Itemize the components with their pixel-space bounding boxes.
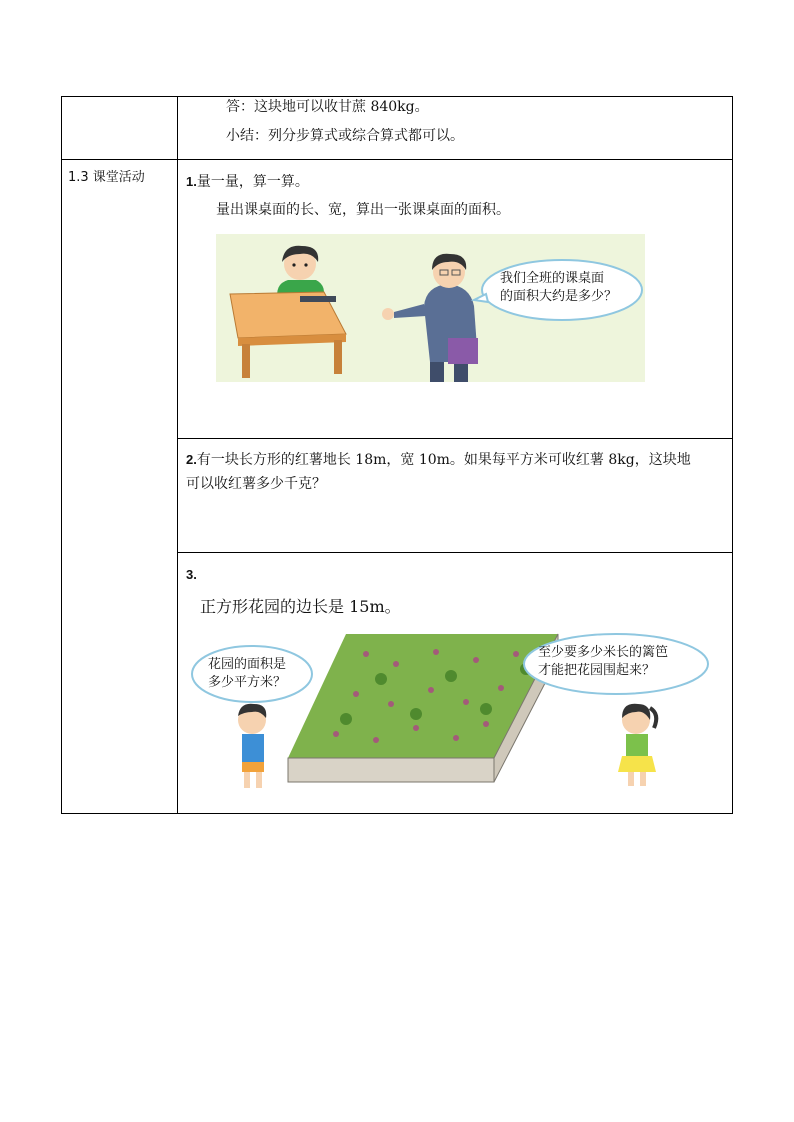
task3-cell <box>178 553 733 814</box>
speech-line: 花园的面积是 <box>208 657 287 672</box>
boy-speech-text <box>208 656 286 692</box>
speech-line: 至少要多少米长的篱笆 <box>538 645 669 660</box>
answer-text: 答：这块地可以收甘蔗 840kg。 <box>226 99 429 115</box>
classroom-illustration <box>216 234 645 382</box>
task1-heading <box>186 171 732 193</box>
square-garden <box>288 634 558 782</box>
section-label: 1.3 课堂活动 <box>68 170 145 185</box>
task1-instruction: 量出课桌面的长、宽，算出一张课桌面的面积。 <box>216 202 510 218</box>
speech-line: 多少平方米？ <box>208 675 287 690</box>
summary-text: 小结：列分步算式或综合算式都可以。 <box>226 128 464 144</box>
lesson-plan-sheet <box>61 96 733 814</box>
left-cell-activity <box>62 160 178 814</box>
boy-figure <box>238 704 266 788</box>
task1-cell <box>178 160 733 439</box>
task2-line1 <box>186 449 732 471</box>
speech-line: 才能把花园围起来？ <box>538 663 656 678</box>
task2-line2: 可以收红薯多少千克？ <box>186 476 326 492</box>
left-cell-empty <box>62 97 178 160</box>
classroom-scene-image <box>216 234 645 382</box>
task3-caption: 正方形花园的边长是 15m。 <box>200 597 401 616</box>
task3-number: 3. <box>186 567 197 582</box>
speech-line: 我们全班的课桌面 <box>500 271 605 286</box>
garden-illustration <box>186 624 716 794</box>
lesson-table <box>61 96 733 814</box>
table-row <box>62 160 733 439</box>
right-cell-answer <box>178 97 733 160</box>
table-row <box>62 97 733 160</box>
task2-number: 2. <box>186 452 197 467</box>
teacher-speech-text <box>500 270 617 306</box>
task1-number: 1. <box>186 174 197 189</box>
task2-cell <box>178 439 733 553</box>
task1-title: 量一量，算一算。 <box>196 174 309 190</box>
girl-speech-text <box>538 644 668 680</box>
task2-text-line1: 有一块长方形的红薯地长 18m，宽 10m。如果每平方米可收红薯 8kg，这块地 <box>196 452 691 468</box>
girl-figure <box>618 704 656 786</box>
speech-line: 的面积大约是多少？ <box>500 289 618 304</box>
